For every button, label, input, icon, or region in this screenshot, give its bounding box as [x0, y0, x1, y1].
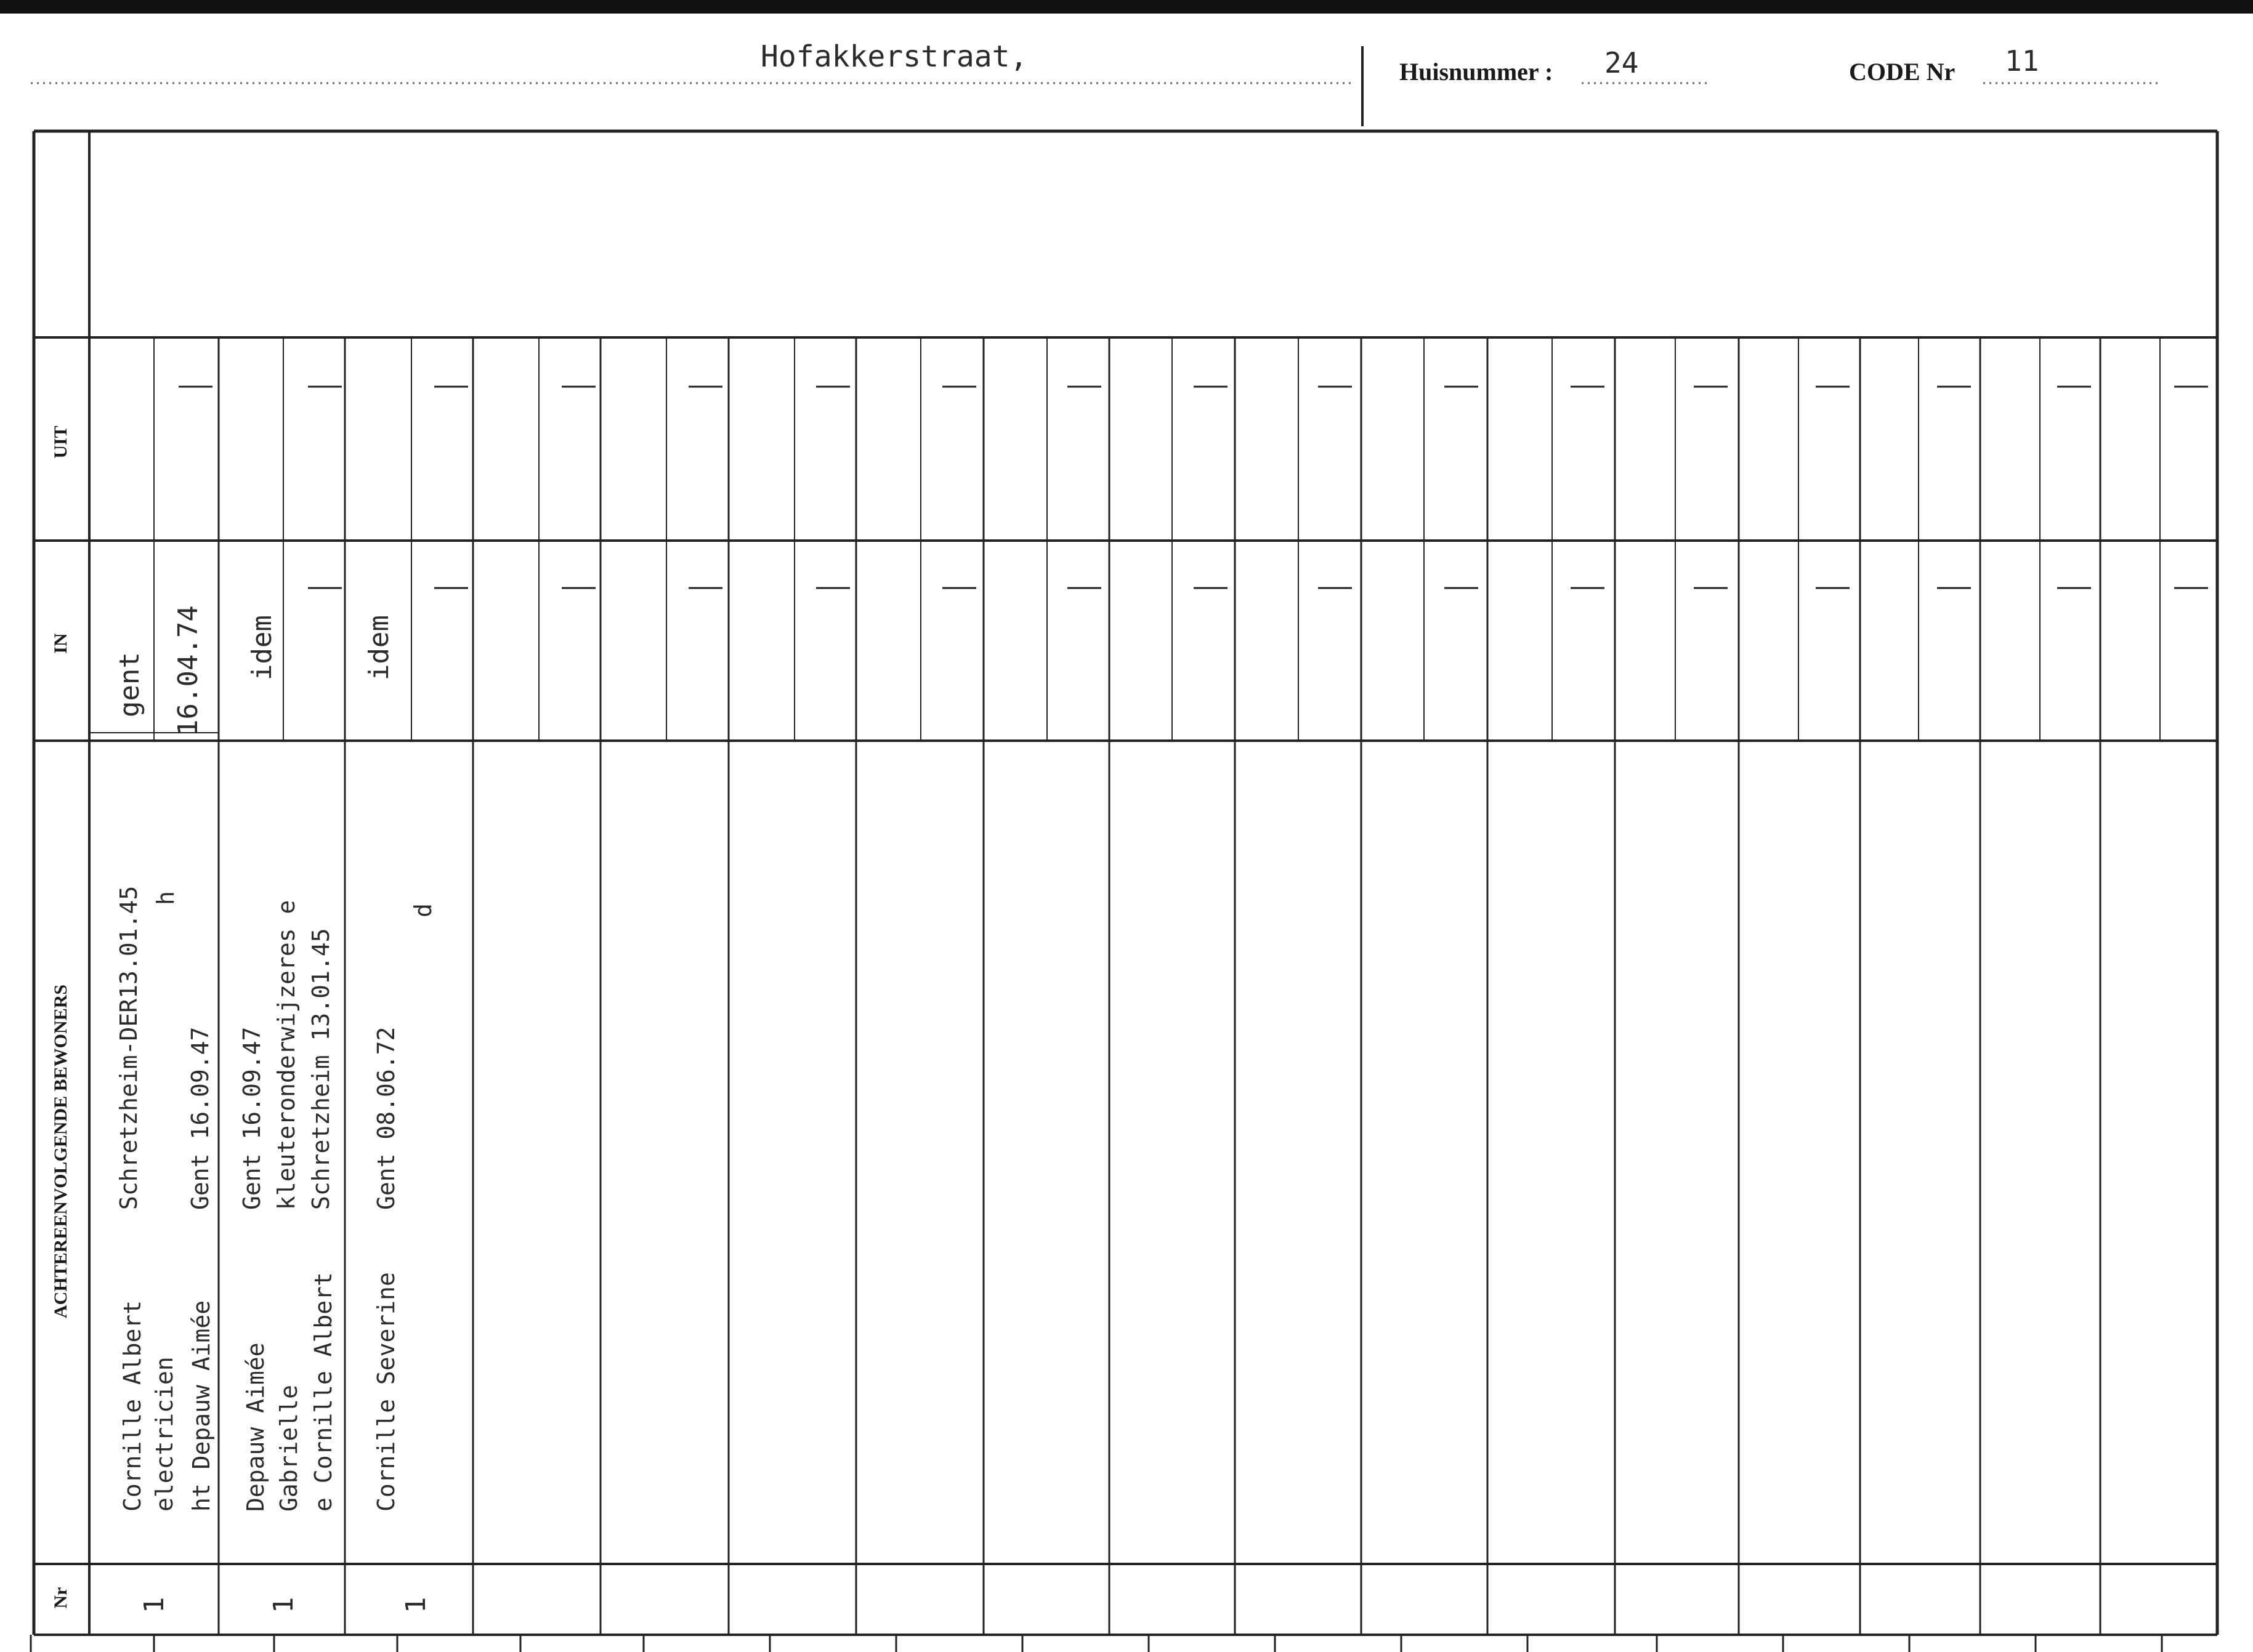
entry-2-detail-3: Schretzheim 13.01.45	[307, 928, 334, 1210]
entry-2-detail-1: Gent 16.09.47	[238, 1026, 265, 1210]
label-bewoners: ACHTEREENVOLGENDE BEWONERS	[51, 984, 71, 1319]
entry-3-detail-2: d	[410, 903, 437, 917]
huisnummer-label: Huisnummer :	[1399, 58, 1553, 86]
code-label: CODE Nr	[1849, 58, 1956, 86]
huisnummer-value: 24	[1604, 46, 1639, 79]
entry-1-detail-2: h	[152, 891, 179, 905]
entry-2-detail-2: kleuteronderwijzeres e	[273, 900, 300, 1210]
label-nr: Nr	[51, 1587, 71, 1609]
entry-1-in-date: 16.04.74	[172, 605, 204, 736]
street-name: Hofakkerstraat,	[761, 39, 1028, 74]
entry-3-detail-1: Gent 08.06.72	[373, 1026, 400, 1210]
entry-2-name: Depauw Aimée	[242, 1342, 269, 1512]
entry-1-nr: 1	[139, 1597, 170, 1613]
entry-1-detail-3: Gent 16.09.47	[187, 1026, 214, 1210]
entry-2-in-place: idem	[246, 615, 278, 680]
label-uit: UIT	[51, 425, 71, 459]
entry-1-spouse: ht Depauw Aimée	[188, 1300, 215, 1512]
code-value: 11	[2005, 44, 2039, 78]
register-grid	[31, 131, 2217, 1652]
entry-3-in-place: idem	[363, 615, 395, 680]
entry-1-in-place: gent	[114, 652, 145, 717]
entry-2-spouse: e Cornille Albert	[310, 1272, 337, 1512]
entry-3	[363, 615, 437, 1613]
entry-2	[238, 615, 337, 1613]
entry-2-nr: 1	[268, 1597, 299, 1613]
entry-1-name: Cornille Albert	[119, 1300, 146, 1512]
entry-1-detail-1: Schretzheim-DER13.01.45	[115, 885, 142, 1210]
entry-1-occupation: electricien	[151, 1356, 178, 1512]
entry-3-name: Cornille Severine	[373, 1272, 400, 1512]
entry-1	[114, 605, 215, 1613]
entry-2-firstname: Gabrielle	[275, 1385, 302, 1512]
top-edge	[0, 0, 2253, 14]
label-in: IN	[51, 633, 71, 654]
entry-3-nr: 1	[400, 1597, 432, 1613]
